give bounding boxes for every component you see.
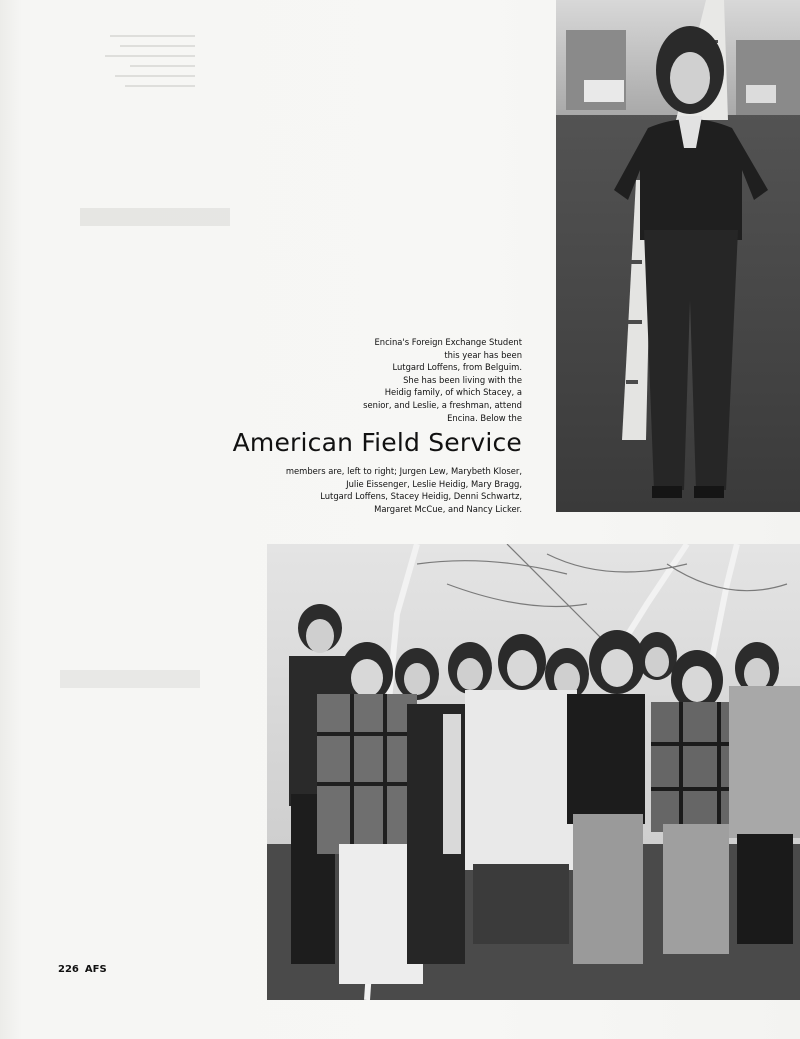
- members-caption-line: Lutgard Loffens, Stacey Heidig, Denni Schwartz,: [320, 491, 522, 502]
- intro-caption-line: this year has been: [444, 349, 522, 360]
- portrait-photo: [556, 0, 800, 512]
- show-through-block: [80, 200, 240, 240]
- show-through-texture: [100, 30, 200, 110]
- portrait-photo-image: [556, 0, 800, 512]
- show-through-lines: [100, 30, 200, 110]
- show-through-shape: [80, 200, 240, 240]
- intro-caption-line: Lutgard Loffens, from Belguim.: [392, 362, 522, 373]
- intro-caption-line: Encina's Foreign Exchange Student: [374, 337, 522, 347]
- intro-caption-line: Encina. Below the: [447, 412, 522, 423]
- page-number: 226: [58, 964, 79, 975]
- intro-caption: [302, 336, 522, 424]
- show-through-shape-2: [60, 660, 210, 700]
- members-caption: [242, 465, 522, 515]
- show-through-block-2: [60, 660, 210, 700]
- members-caption-line: Julie Eissenger, Leslie Heidig, Mary Bragg,: [346, 478, 522, 489]
- group-photo-image: [267, 544, 800, 1000]
- section-label: AFS: [84, 964, 107, 975]
- members-caption-line: members are, left to right; Jurgen Lew, Marybeth Kloser,: [285, 466, 522, 476]
- intro-caption-line: senior, and Leslie, a freshman, attend: [363, 399, 522, 410]
- members-caption-line: Margaret McCue, and Nancy Licker.: [374, 503, 522, 514]
- group-photo: [267, 544, 800, 1000]
- page-title: American Field Service: [232, 428, 522, 457]
- intro-caption-line: Heidig family, of which Stacey, a: [384, 387, 522, 398]
- page-folio: [58, 964, 107, 975]
- intro-caption-line: She has been living with the: [403, 374, 522, 385]
